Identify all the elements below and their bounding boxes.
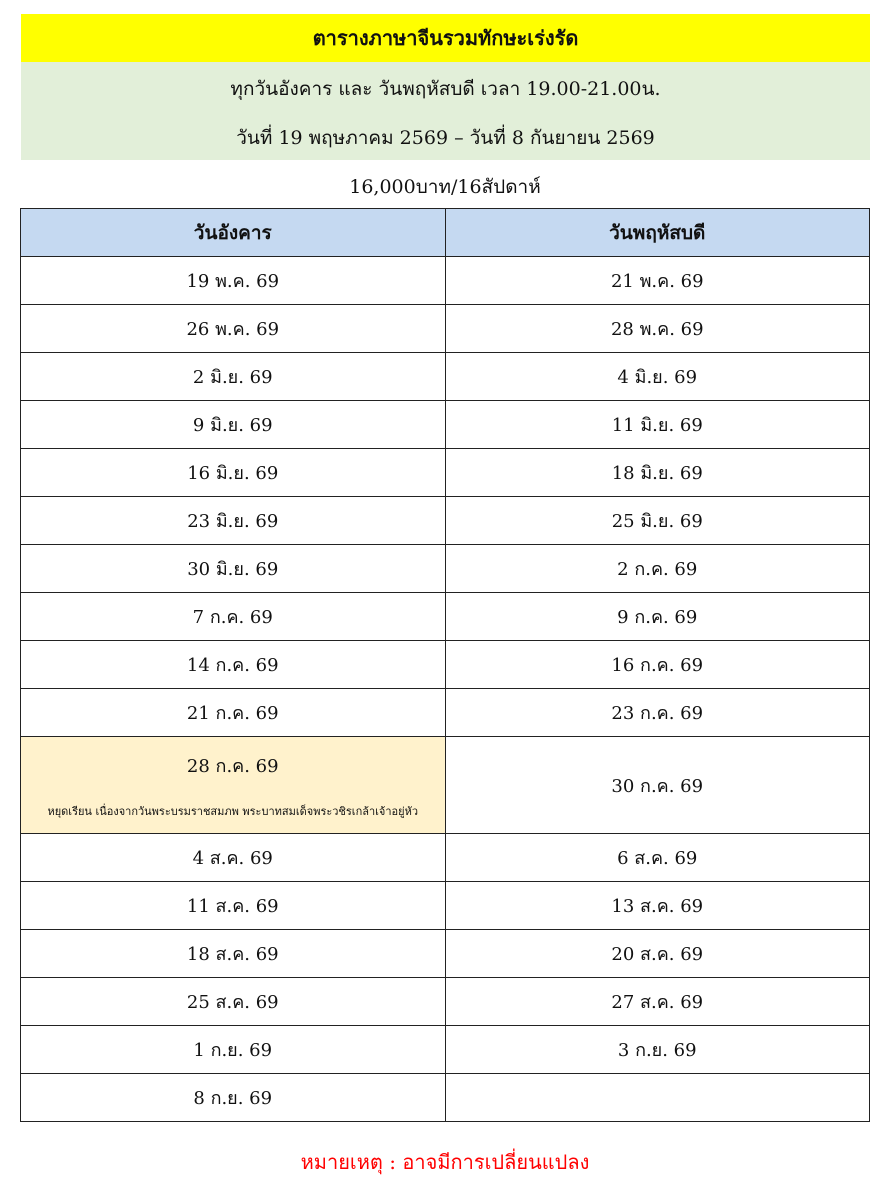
thursday-date-cell: 6 ส.ค. 69 <box>445 834 870 882</box>
tuesday-date-cell: 16 มิ.ย. 69 <box>21 449 446 497</box>
table-header-row <box>21 209 870 257</box>
table-row <box>21 689 870 737</box>
thursday-date-cell: 27 ส.ค. 69 <box>445 978 870 1026</box>
tuesday-date-cell: 2 มิ.ย. 69 <box>21 353 446 401</box>
schedule-table <box>20 208 870 1122</box>
class-info <box>21 62 870 160</box>
tuesday-date-cell: 30 มิ.ย. 69 <box>21 545 446 593</box>
table-row <box>21 401 870 449</box>
tuesday-date-cell: 21 ก.ค. 69 <box>21 689 446 737</box>
tuesday-date-cell: 11 ส.ค. 69 <box>21 882 446 930</box>
table-row <box>21 834 870 882</box>
thursday-date-cell: 16 ก.ค. 69 <box>445 641 870 689</box>
thursday-date-cell: 25 มิ.ย. 69 <box>445 497 870 545</box>
table-row <box>21 593 870 641</box>
thursday-date-cell: 13 ส.ค. 69 <box>445 882 870 930</box>
schedule-title-text: ตารางภาษาจีนรวมทักษะเร่งรัด <box>312 26 579 50</box>
thursday-date-cell: 18 มิ.ย. 69 <box>445 449 870 497</box>
thursday-date-cell: 4 มิ.ย. 69 <box>445 353 870 401</box>
table-row <box>21 641 870 689</box>
column-header-tuesday: วันอังคาร <box>21 209 446 257</box>
tuesday-date-cell: 19 พ.ค. 69 <box>21 257 446 305</box>
table-row <box>21 978 870 1026</box>
table-row <box>21 353 870 401</box>
tuesday-date-cell: 25 ส.ค. 69 <box>21 978 446 1026</box>
table-row <box>21 257 870 305</box>
table-row <box>21 545 870 593</box>
thursday-date-cell: 23 ก.ค. 69 <box>445 689 870 737</box>
tuesday-date-cell: 23 มิ.ย. 69 <box>21 497 446 545</box>
thursday-date-cell: 3 ก.ย. 69 <box>445 1026 870 1074</box>
thursday-date-cell: 2 ก.ค. 69 <box>445 545 870 593</box>
tuesday-date-cell: 26 พ.ค. 69 <box>21 305 446 353</box>
thursday-date-cell: 9 ก.ค. 69 <box>445 593 870 641</box>
table-row <box>21 497 870 545</box>
table-row <box>21 930 870 978</box>
tuesday-date-cell: 14 ก.ค. 69 <box>21 641 446 689</box>
course-date-range: วันที่ 19 พฤษภาคม 2569 – วันที่ 8 กันยายน 2569 <box>236 127 655 149</box>
thursday-date-cell: 28 พ.ค. 69 <box>445 305 870 353</box>
tuesday-date-cell: 4 ส.ค. 69 <box>21 834 446 882</box>
change-notice: หมายเหตุ : อาจมีการเปลี่ยนแปลง <box>300 1150 590 1174</box>
thursday-date-cell: 30 ก.ค. 69 <box>445 737 870 834</box>
table-row <box>21 1026 870 1074</box>
schedule-title <box>21 14 870 62</box>
table-row <box>21 449 870 497</box>
thursday-date-cell: 11 มิ.ย. 69 <box>445 401 870 449</box>
thursday-date-cell: 20 ส.ค. 69 <box>445 930 870 978</box>
thursday-date-cell: 21 พ.ค. 69 <box>445 257 870 305</box>
holiday-note: หยุดเรียน เนื่องจากวันพระบรมราชสมภพ พระบาทสมเด็จพระวชิรเกล้าเจ้าอยู่หัว <box>47 805 419 818</box>
tuesday-date-cell: 1 ก.ย. 69 <box>21 1026 446 1074</box>
tuesday-date-cell: 7 ก.ค. 69 <box>21 593 446 641</box>
tuesday-date-cell: 9 มิ.ย. 69 <box>21 401 446 449</box>
tuesday-date-cell: 8 ก.ย. 69 <box>21 1074 446 1122</box>
table-row <box>21 1074 870 1122</box>
table-row-holiday <box>21 737 870 834</box>
holiday-cell <box>21 737 446 834</box>
table-row <box>21 305 870 353</box>
tuesday-date-cell: 18 ส.ค. 69 <box>21 930 446 978</box>
table-row <box>21 882 870 930</box>
column-header-thursday: วันพฤหัสบดี <box>445 209 870 257</box>
course-price: 16,000บาท/16สัปดาห์ <box>349 176 541 198</box>
thursday-date-cell <box>445 1074 870 1122</box>
class-time-line: ทุกวันอังคาร และ วันพฤหัสบดี เวลา 19.00-21.00น. <box>230 78 661 100</box>
tuesday-date-cell: 28 ก.ค. 69 <box>186 756 279 777</box>
